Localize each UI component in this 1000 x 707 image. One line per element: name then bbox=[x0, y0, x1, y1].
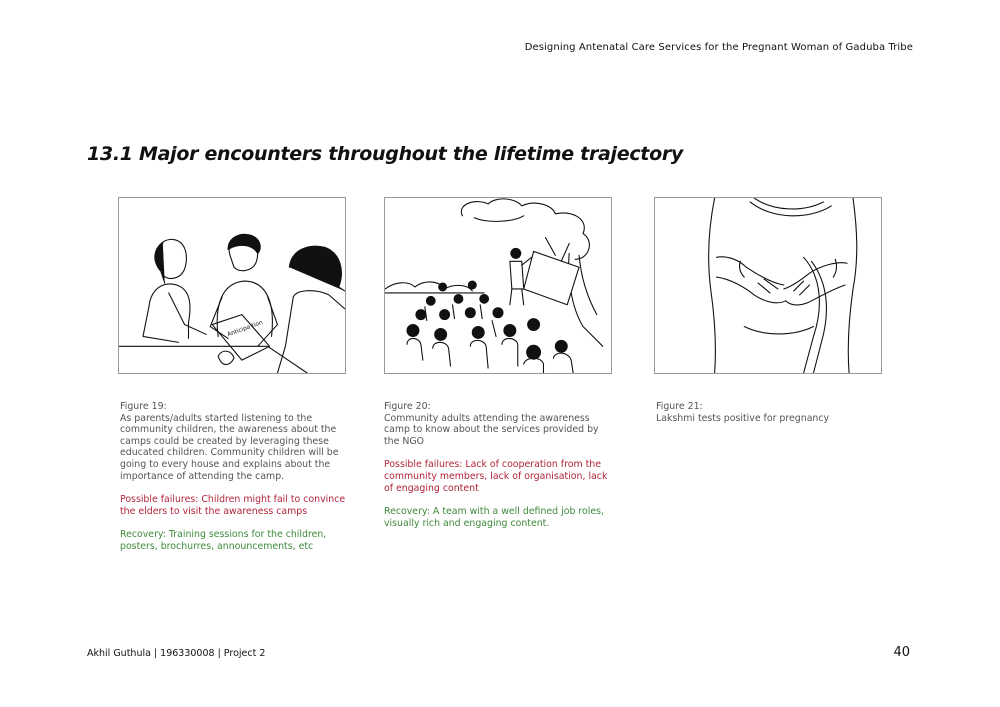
figure-20-recovery: Recovery: A team with a well defined job roles, visually rich and engaging content. bbox=[384, 506, 604, 529]
figure-19-illustration bbox=[118, 197, 346, 374]
figure-19-failures: Possible failures: Children might fail to convince the elders to visit the awareness camps bbox=[120, 494, 346, 517]
figure-21-label: Figure 21: bbox=[656, 401, 703, 412]
figure-20-description: Community adults attending the awareness camp to know about the services provided by the NGO bbox=[384, 412, 599, 447]
page-number: 40 bbox=[893, 645, 910, 660]
running-header: Designing Antenatal Care Services for the Pregnant Woman of Gaduba Tribe bbox=[524, 42, 913, 53]
figure-21-illustration bbox=[654, 197, 882, 374]
section-title: 13.1 Major encounters throughout the lifetime trajectory bbox=[87, 143, 683, 165]
figure-20-caption-block bbox=[384, 401, 614, 529]
figure-19-recovery: Recovery: Training sessions for the children, posters, brochurres, announcements, etc bbox=[120, 529, 327, 552]
figure-19-sign: Anticipa tion bbox=[226, 318, 264, 339]
figure-19-label: Figure 19: bbox=[120, 401, 167, 412]
footer-author: Akhil Guthula | 196330008 | Project 2 bbox=[87, 648, 266, 659]
figure-20-failures: Possible failures: Lack of cooperation from the community members, lack of organisation, lack of engaging content bbox=[384, 459, 608, 494]
figure-21-description: Lakshmi tests positive for pregnancy bbox=[656, 412, 830, 424]
figure-19-caption-block bbox=[120, 401, 350, 553]
figure-21-caption-block bbox=[656, 401, 886, 424]
figure-19-description: As parents/adults started listening to the community children, the awareness about the camps could be created by leveraging these educated children. Community children will be going to every house and explains about the importance of attending the camp. bbox=[120, 412, 339, 482]
figure-20-illustration bbox=[384, 197, 612, 374]
figure-20-label: Figure 20: bbox=[384, 401, 431, 412]
